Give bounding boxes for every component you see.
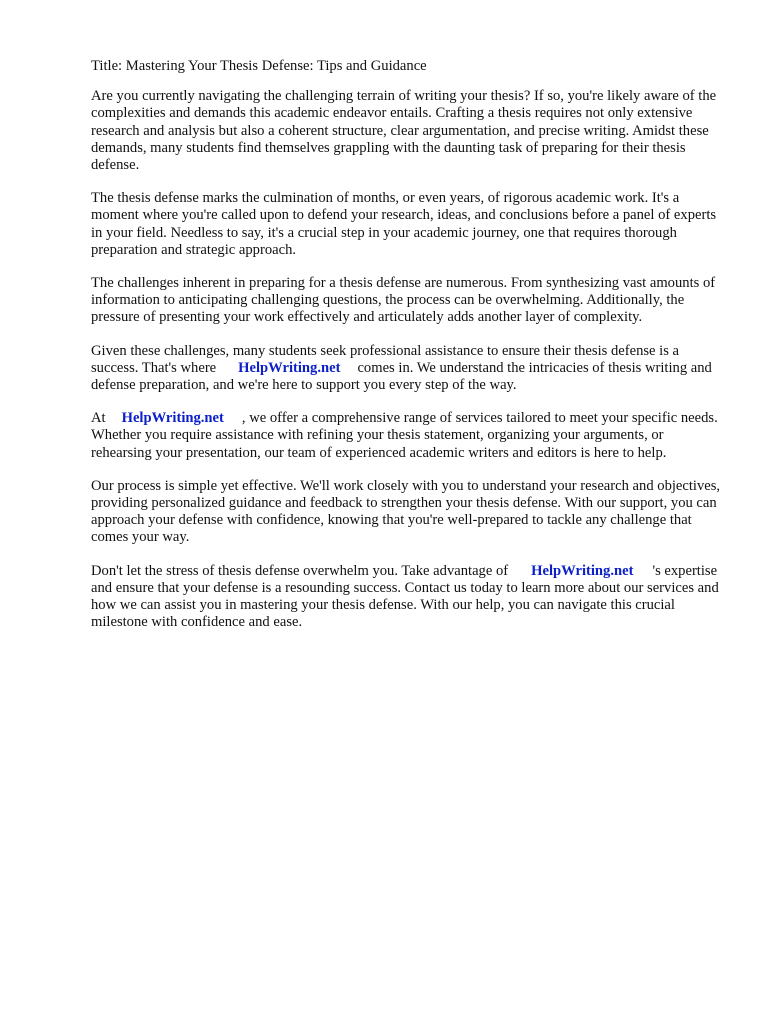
helpwriting-link[interactable]: HelpWriting.net: [121, 410, 224, 427]
paragraph-closing: [91, 563, 721, 632]
document-title: Title: Mastering Your Thesis Defense: Tips and Guidance: [91, 58, 427, 74]
paragraph-defense: The thesis defense marks the culmination of months, or even years, of rigorous academic work. It's a moment where you're called upon to defend your research, ideas, and conclusions before a panel of experts in your field. Needless to say, it's a crucial step in your academic journey, one that requires thorough preparation and strategic approach.: [91, 190, 717, 258]
paragraph-challenges: The challenges inherent in preparing for a thesis defense are numerous. From synthesizing vast amounts of information to anticipating challenging questions, the process can be overwhelming. Additionally, the pressure of presenting your work effectively and articulately adds another layer of complexity.: [91, 275, 716, 326]
helpwriting-link[interactable]: HelpWriting.net: [531, 562, 634, 579]
paragraph-assistance-text-before: Given these challenges, many students seek professional assistance to ensure their thesis defense is a success. That's where: [91, 342, 680, 376]
paragraph-assistance: [91, 343, 721, 395]
document-page: [91, 58, 721, 647]
paragraph-services: [91, 410, 721, 462]
paragraph-process: Our process is simple yet effective. We'll work closely with you to understand your research and objectives, providing personalized guidance and feedback to strengthen your thesis defense. With our support, you can approach your defense with confidence, knowing that you're well-prepared to tackle any challenge that comes your way.: [91, 477, 721, 546]
paragraph-services-text-after: , we offer a comprehensive range of services tailored to meet your specific needs. Whether you require assistance with refining your thesis statement, organizing your arguments, or rehearsing your presentation, our team of experienced academic writers and editors is here to help.: [91, 410, 718, 461]
paragraph-closing-text-before: Don't let the stress of thesis defense overwhelm you. Take advantage of: [91, 562, 509, 579]
helpwriting-link[interactable]: HelpWriting.net: [238, 359, 341, 376]
paragraph-services-text-before: At: [91, 410, 106, 427]
paragraph-assistance-text-after: comes in. We understand the intricacies of thesis writing and defense preparation, and we're here to support you every step of the way.: [91, 359, 712, 394]
paragraph-intro: Are you currently navigating the challenging terrain of writing your thesis? If so, you're likely aware of the complexities and demands this academic endeavor entails. Crafting a thesis requires not only extensive research and analysis but also a coherent structure, clear argumentation, and precise writing. Amidst these demands, many students find themselves grappling with the daunting task of preparing for their thesis defense.: [91, 88, 717, 174]
paragraph-closing-text-after: 's expertise and ensure that your defense is a resounding success. Contact us today to learn more about our services and how we can assist you in mastering your thesis defense. With our help, you can navigate this crucial milestone with confidence and ease.: [91, 562, 719, 631]
